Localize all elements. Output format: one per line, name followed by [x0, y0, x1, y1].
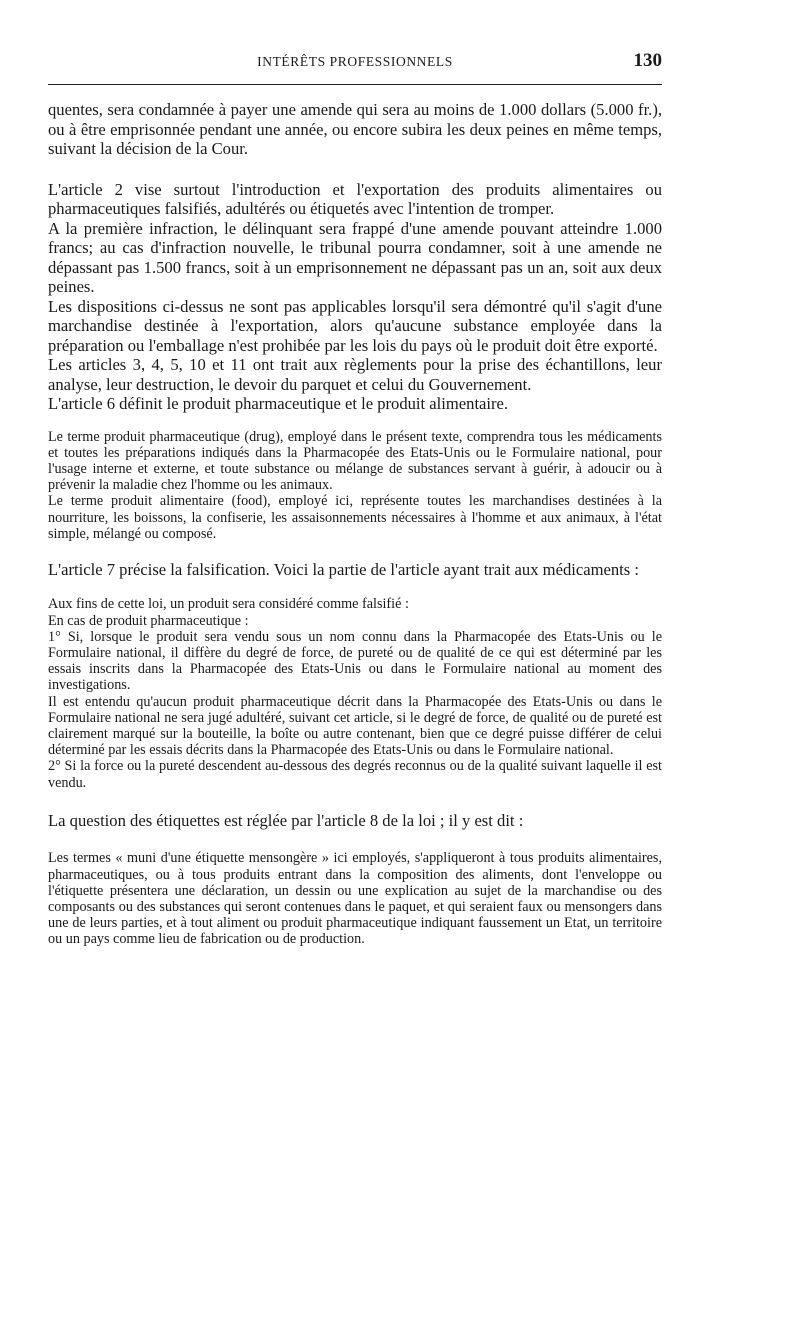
paragraph-penalty-continuation: quentes, sera condamnée à payer une amende qui sera au moins de 1.000 dollars (5.000 fr.), ou à être emprisonnée pendant une année, ou encore subira les deux peines en même temps, suivant la décision de la Cour.	[48, 100, 662, 158]
paragraph-articles-3-11: Les articles 3, 4, 5, 10 et 11 ont trait aux règlements pour la prise des échantillons, leur analyse, leur destruction, le devoir du parquet et celui du Gouvernement.	[48, 355, 662, 394]
paragraph-first-offense: A la première infraction, le délinquant sera frappé d'une amende pouvant atteindre 1.000 francs; au cas d'infraction nouvelle, le tribunal pourra condamner, soit à une amende ne dépassant pas 1.500 francs, soit à un emprisonnement ne dépassant pas un an, soit aux deux peines.	[48, 218, 662, 296]
quote-falsification-intro: Aux fins de cette loi, un produit sera considéré comme falsifié :	[48, 596, 409, 613]
quote-labeling-definition: Les termes « muni d'une étiquette mensongère » ici employés, s'appliqueront à tous produits alimentaires, pharmaceutiques, ou à tous produits entrant dans la composition des aliments, dont l'enveloppe ou l'étiquette présentera une déclaration, un dessin ou une explication au sujet de la marchandise ou des composants ou des substances qui seront contenues dans le paquet, et qui seraient faux ou mensongers dans une de leurs parties, et à tout aliment ou produit pharmaceutique indiquant faussement un Etat, un territoire ou un pays comme lieu de fabrication ou de production.	[48, 850, 662, 948]
quote-clause-1: 1° Si, lorsque le produit sera vendu sous un nom connu dans la Pharmacopée des Etats-Unis ou le Formulaire national, il diffère du degré de force, de pureté ou de qualité de ce qui est déterminé par les essais inscrits dans la Pharmacopée des Etats-Unis ou dans le Formulaire national au moment des investigations.	[48, 628, 662, 694]
paragraph-article-7: L'article 7 précise la falsification. Voici la partie de l'article ayant trait aux médicaments :	[48, 559, 639, 579]
quote-understood-clause: Il est entendu qu'aucun produit pharmaceutique décrit dans la Pharmacopée des Etats-Unis ou dans le Formulaire national ne sera jugé adultéré, suivant cet article, si le degré de force, de qualité ou de pureté est clairement marqué sur la bouteille, la boîte ou autre contenant, bien que ce degré puisse différer de celui déterminé par les essais décrits dans la Pharmacopée des Etats-Unis ou dans le Formulaire national.	[48, 693, 662, 759]
paragraph-export-exemption: Les dispositions ci-dessus ne sont pas applicables lorsqu'il sera démontré qu'il s'agit d'une marchandise destinée à l'exportation, alors qu'aucune substance employée dans la préparation ou l'emballage n'est prohibée par les lois du pays où le produit doit être exporté.	[48, 296, 662, 355]
paragraph-article-2: L'article 2 vise surtout l'introduction et l'exportation des produits alimentaires ou pharmaceutiques falsifiés, adultérés ou étiquetés avec l'intention de tromper.	[48, 179, 662, 218]
page-body	[48, 100, 662, 948]
quote-drug-case: En cas de produit pharmaceutique :	[48, 612, 249, 629]
quote-drug-definition: Le terme produit pharmaceutique (drug), employé dans le présent texte, comprendra tous les médicaments et toutes les préparations indiqués dans la Pharmacopée des Etats-Unis ou le Formulaire national, pour l'usage interne et externe, et toute substance ou mélange de substances servant à guérir, à adoucir ou à prévenir la maladie chez l'homme ou les animaux.	[48, 428, 662, 494]
page-header	[48, 50, 662, 76]
paragraph-article-6: L'article 6 définit le produit pharmaceutique et le produit alimentaire.	[48, 394, 509, 413]
paragraph-article-8: La question des étiquettes est réglée par l'article 8 de la loi ; il y est dit :	[48, 810, 524, 830]
page-number: 130	[633, 50, 662, 71]
quote-food-definition: Le terme produit alimentaire (food), employé ici, représente toutes les marchandises destinées à la nourriture, les boissons, la confiserie, les assaisonnements nécessaires à l'homme et aux animaux, à l'état simple, mélangé ou composé.	[48, 493, 662, 542]
quote-clause-2: 2° Si la force ou la pureté descendent au-dessous des degrés reconnus ou de la qualité suivant laquelle il est vendu.	[48, 758, 662, 791]
header-rule	[48, 84, 662, 85]
running-title: INTÉRÊTS PROFESSIONNELS	[257, 54, 453, 69]
